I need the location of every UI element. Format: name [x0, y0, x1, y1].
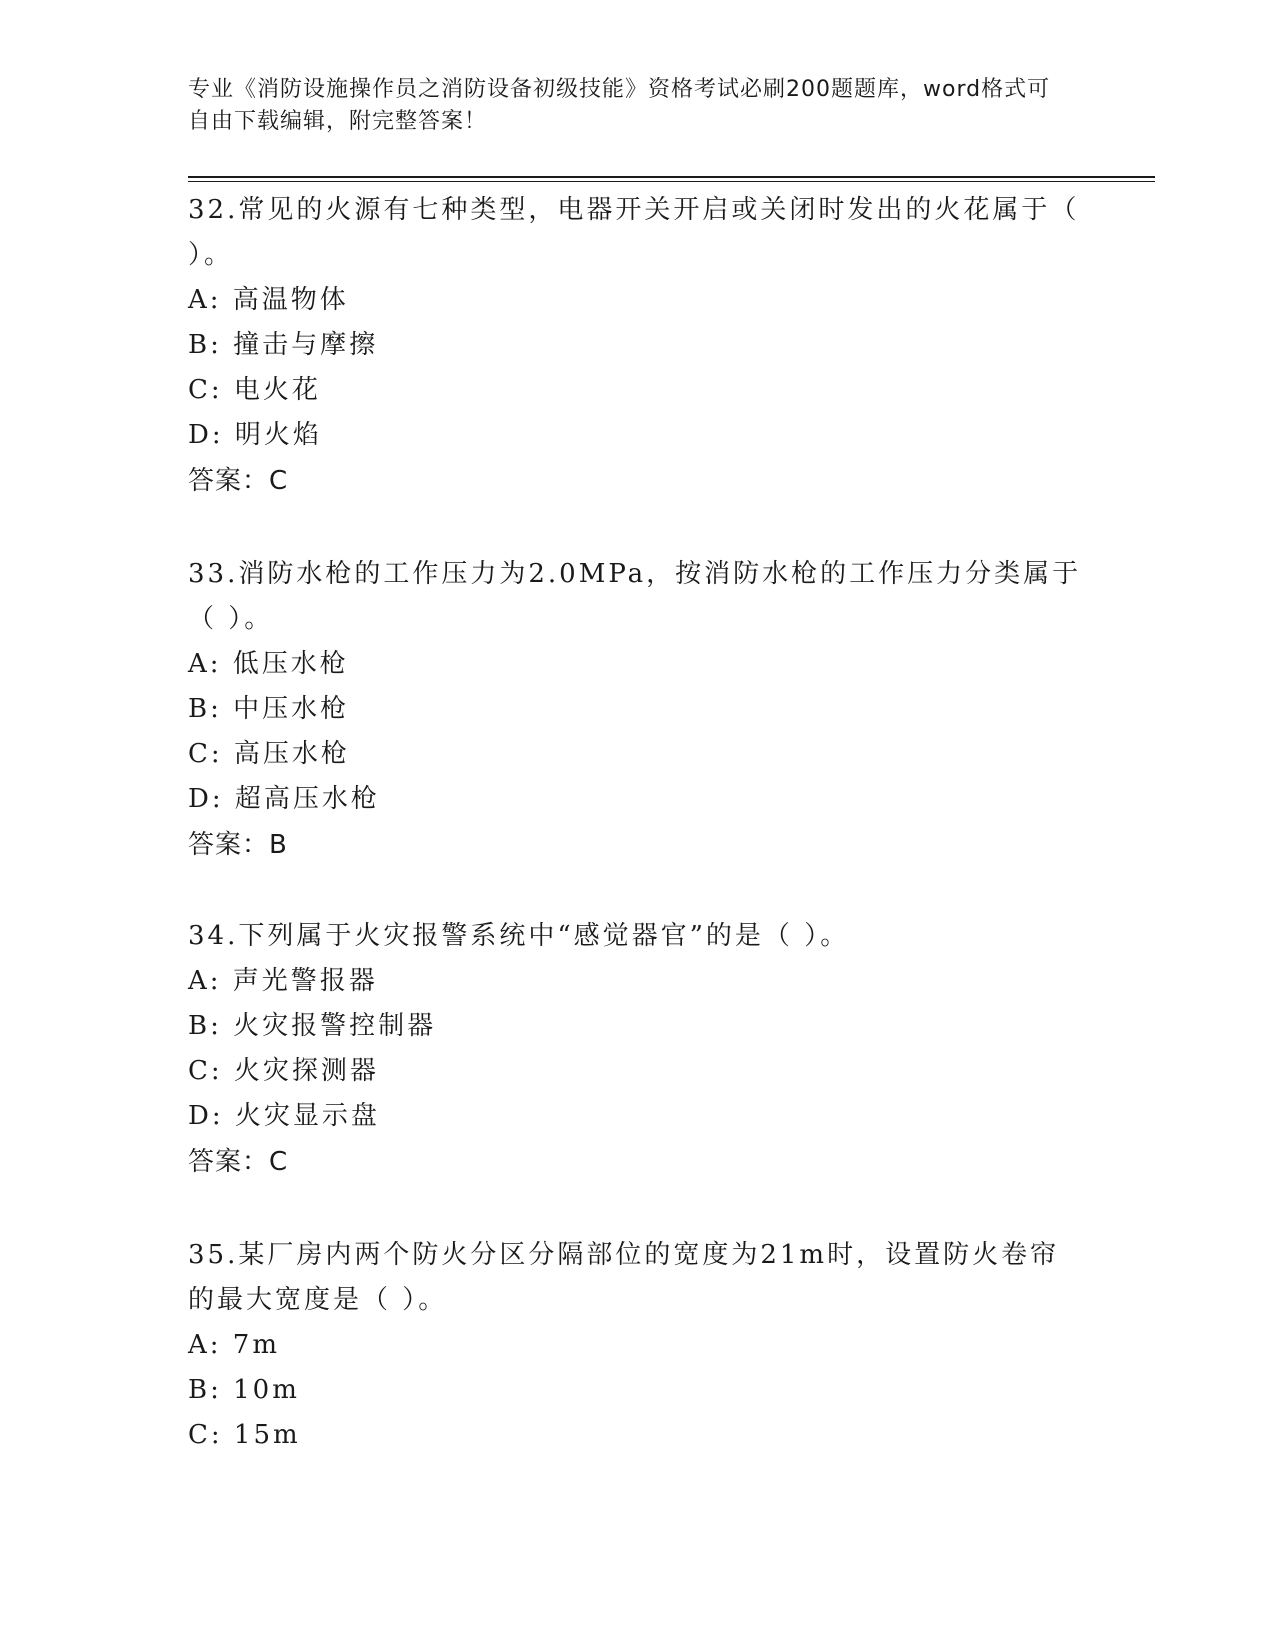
document-header: 专业《消防设施操作员之消防设备初级技能》资格考试必刷200题题库，word格式可自由下载编辑，附完整答案！ [188, 77, 1051, 134]
option-d: D: 火灾显示盘 [188, 1101, 380, 1131]
option-b: B: 火灾报警控制器 [188, 1011, 437, 1041]
answer-line: 答案：C [188, 1147, 289, 1177]
option-c: C: 高压水枪 [188, 739, 350, 769]
option-c: C: 电火花 [188, 375, 321, 405]
option-c: C: 15m [188, 1420, 301, 1450]
question-35 [188, 1233, 1088, 1458]
question-32 [188, 188, 1088, 504]
answer-line: 答案：C [188, 466, 289, 496]
option-a: A: 声光警报器 [188, 966, 378, 996]
question-stem: 35.某厂房内两个防火分区分隔部位的宽度为21m时，设置防火卷帘的最大宽度是（ ）。 [188, 1240, 1060, 1315]
question-stem: 33.消防水枪的工作压力为2.0MPa，按消防水枪的工作压力分类属于（ ）。 [188, 559, 1082, 634]
option-d: D: 明火焰 [188, 420, 322, 450]
option-a: A: 高温物体 [188, 285, 349, 315]
option-d: D: 超高压水枪 [188, 784, 380, 814]
question-33 [188, 552, 1088, 868]
question-stem: 34.下列属于火灾报警系统中“感觉器官”的是（ ）。 [188, 921, 850, 951]
answer-line: 答案：B [188, 830, 288, 860]
header-divider-thick [188, 176, 1155, 178]
option-a: A: 7m [188, 1330, 280, 1360]
question-34 [188, 914, 1088, 1185]
option-b: B: 中压水枪 [188, 694, 350, 724]
header-divider-thin [188, 181, 1155, 182]
option-b: B: 撞击与摩擦 [188, 330, 379, 360]
option-a: A: 低压水枪 [188, 649, 349, 679]
option-b: B: 10m [188, 1375, 300, 1405]
question-stem: 32.常见的火源有七种类型，电器开关开启或关闭时发出的火花属于（ ）。 [188, 195, 1080, 270]
option-c: C: 火灾探测器 [188, 1056, 379, 1086]
